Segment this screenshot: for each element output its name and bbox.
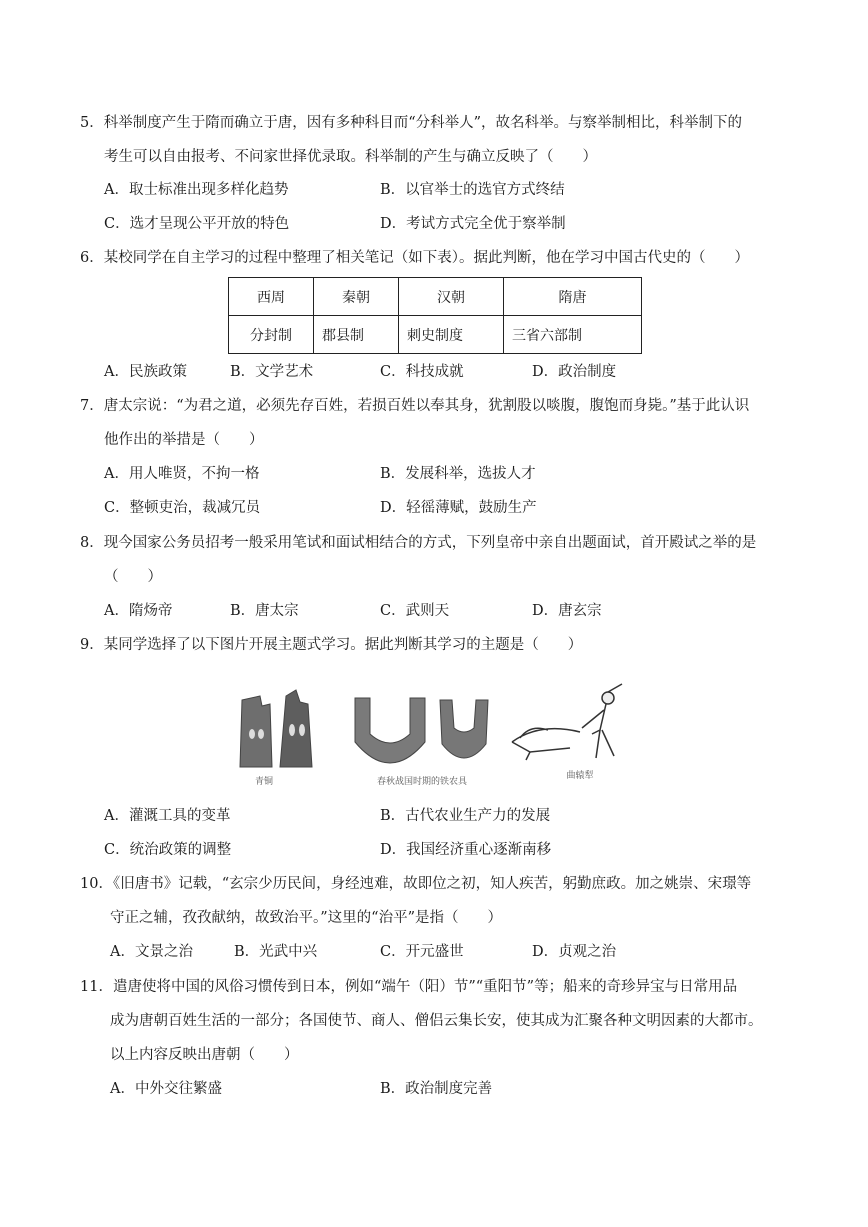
q6-option-b[interactable]: B．文学艺术 <box>230 364 314 380</box>
table-cell: 三省六部制 <box>504 316 642 354</box>
q11-stem-line3: 以上内容反映出唐朝（ ） <box>110 1047 299 1063</box>
q9-stem-line1: 9．某同学选择了以下图片开展主题式学习。据此判断其学习的主题是（ ） <box>80 637 583 653</box>
q7-option-c[interactable]: C．整顿吏治，裁减冗员 <box>104 500 261 516</box>
q7-stem-line2: 他作出的举措是（ ） <box>104 432 264 448</box>
caption-bronze: 青铜 <box>254 777 274 787</box>
table-cell: 郡县制 <box>314 316 399 354</box>
q6-option-a[interactable]: A．民族政策 <box>104 364 187 380</box>
table-header-cell: 汉朝 <box>399 278 504 316</box>
q8-stem-line2: （ ） <box>104 569 162 585</box>
table-row <box>229 278 642 316</box>
q9-option-a[interactable]: A．灌溉工具的变革 <box>104 808 231 824</box>
table-row <box>229 316 642 354</box>
q5-option-c[interactable]: C．选才呈现公平开放的特色 <box>104 216 290 232</box>
q5-stem-line1: 5．科举制度产生于隋而确立于唐，因有多种科目而“分科举人”，故名科举。与察举制相比，科举制下的 <box>80 115 743 131</box>
q6-notes-table <box>228 277 642 354</box>
q11-stem-line1: 11．遣唐使将中国的风俗习惯传到日本，例如“端午（阳）节”“重阳节”等；船来的奇珍异宝与日常用品 <box>80 979 738 995</box>
iron-tools-image <box>355 698 488 787</box>
q10-stem-line2: 守正之辅，孜孜献纳，故致治平。”这里的“治平”是指（ ） <box>110 910 502 926</box>
table-header-cell: 西周 <box>229 278 314 316</box>
q8-option-a[interactable]: A．隋炀帝 <box>104 603 173 619</box>
q8-option-d[interactable]: D．唐玄宗 <box>532 603 602 619</box>
q5-option-d[interactable]: D．考试方式完全优于察举制 <box>380 216 566 232</box>
q7-option-d[interactable]: D．轻徭薄赋，鼓励生产 <box>380 500 537 516</box>
table-cell: 分封制 <box>229 316 314 354</box>
table-header-cell: 秦朝 <box>314 278 399 316</box>
q9-option-d[interactable]: D．我国经济重心逐渐南移 <box>380 842 552 858</box>
q5-stem-line2: 考生可以自由报考、不问家世择优录取。科举制的产生与确立反映了（ ） <box>104 149 597 165</box>
q10-stem-line1: 10．《旧唐书》记载，“玄宗少历民间，身经迍难，故即位之初，知人疾苦，躬勤庶政。加之姚崇、宋璟等 <box>80 876 752 892</box>
q10-option-d[interactable]: D．贞观之治 <box>532 944 617 960</box>
q6-stem-line1: 6．某校同学在自主学习的过程中整理了相关笔记（如下表）。据此判断，他在学习中国古代史的（ ） <box>80 250 749 266</box>
bronze-spade-image <box>240 690 312 787</box>
q7-option-a[interactable]: A．用人唯贤，不拘一格 <box>104 466 260 482</box>
q7-stem-line1: 7．唐太宗说：“为君之道，必须先存百姓，若损百姓以奉其身，犹割股以啖腹，腹饱而身毙。”基于此认识 <box>80 398 750 414</box>
q9-option-b[interactable]: B．古代农业生产力的发展 <box>380 808 551 824</box>
q9-option-c[interactable]: C．统治政策的调整 <box>104 842 232 858</box>
q11-option-a[interactable]: A．中外交往繁盛 <box>110 1081 222 1097</box>
q6-option-c[interactable]: C．科技成就 <box>380 364 464 380</box>
q8-option-b[interactable]: B．唐太宗 <box>230 603 299 619</box>
q10-option-a[interactable]: A．文景之治 <box>110 944 193 960</box>
table-header-cell: 隋唐 <box>504 278 642 316</box>
table-cell: 刺史制度 <box>399 316 504 354</box>
q10-option-c[interactable]: C．开元盛世 <box>380 944 464 960</box>
farm-tools-figure <box>230 672 650 790</box>
caption-iron-tools: 春秋战国时期的铁农具 <box>376 777 468 787</box>
caption-plough: 曲辕犁 <box>566 771 594 781</box>
q11-stem-line2: 成为唐朝百姓生活的一部分；各国使节、商人、僧侣云集长安，使其成为汇聚各种文明因素的大都市。 <box>110 1013 763 1029</box>
q10-option-b[interactable]: B．光武中兴 <box>234 944 318 960</box>
q8-stem-line1: 8．现今国家公务员招考一般采用笔试和面试相结合的方式，下列皇帝中亲自出题面试，首开殿试之举的是 <box>80 535 757 551</box>
q11-option-b[interactable]: B．政治制度完善 <box>380 1081 493 1097</box>
q8-option-c[interactable]: C．武则天 <box>380 603 450 619</box>
q6-option-d[interactable]: D．政治制度 <box>532 364 617 380</box>
curved-plough-image <box>512 684 622 781</box>
q5-option-b[interactable]: B．以官举士的选官方式终结 <box>380 182 565 198</box>
q5-option-a[interactable]: A．取士标准出现多样化趋势 <box>104 182 289 198</box>
q7-option-b[interactable]: B．发展科举，选拔人才 <box>380 466 536 482</box>
